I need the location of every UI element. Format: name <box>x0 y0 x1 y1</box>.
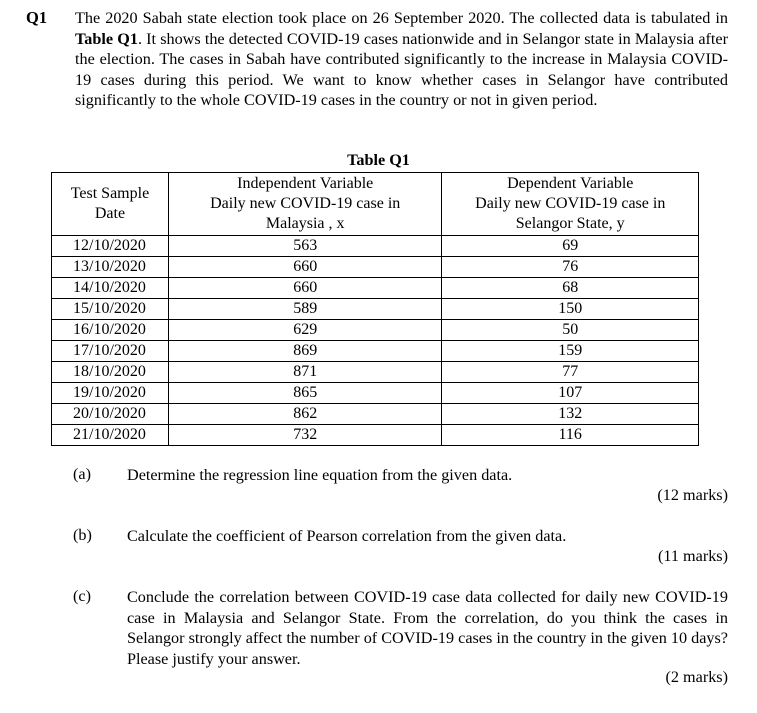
selangor-cases-cell: 68 <box>442 278 699 299</box>
selangor-cases-cell: 132 <box>442 404 699 425</box>
part-text: Calculate the coefficient of Pearson correlation from the given data. <box>127 527 567 545</box>
date-cell: 12/10/2020 <box>52 236 169 257</box>
header-independent-variable <box>168 173 442 236</box>
table-row <box>52 341 699 362</box>
malaysia-cases-cell: 563 <box>168 236 442 257</box>
date-cell: 20/10/2020 <box>52 404 169 425</box>
table-row <box>52 362 699 383</box>
malaysia-cases-cell: 629 <box>168 320 442 341</box>
date-cell: 18/10/2020 <box>52 362 169 383</box>
table-row <box>52 404 699 425</box>
selangor-cases-cell: 150 <box>442 299 699 320</box>
intro-text: The 2020 Sabah state election took place on 26 September 2020. The collected data is tabulated in <box>75 9 728 27</box>
table-row <box>52 425 699 446</box>
table-reference: Table Q1 <box>75 29 138 48</box>
part-text: Conclude the correlation between COVID-19 case data collected for daily new COVID-19 case in Malaysia and Selangor State. From the correlation, do you think the cases in Selangor strongly affect the number of COVID-19 cases in the country in the given 10 days? Please justify your answer. <box>127 588 728 668</box>
malaysia-cases-cell: 865 <box>168 383 442 404</box>
header-test-sample-date <box>52 173 169 236</box>
malaysia-cases-cell: 660 <box>168 278 442 299</box>
date-cell: 17/10/2020 <box>52 341 169 362</box>
header-line: Test Sample <box>70 185 150 202</box>
date-cell: 16/10/2020 <box>52 320 169 341</box>
selangor-cases-cell: 50 <box>442 320 699 341</box>
part-marks: (12 marks) <box>657 486 728 504</box>
data-table <box>51 172 699 446</box>
date-cell: 13/10/2020 <box>52 257 169 278</box>
table-header-row <box>52 173 699 236</box>
date-cell: 14/10/2020 <box>52 278 169 299</box>
part-label: (b) <box>73 526 92 544</box>
part-marks: (11 marks) <box>658 547 728 565</box>
header-line: Malaysia , x <box>265 215 345 232</box>
header-line: Daily new COVID-19 case in <box>210 195 401 212</box>
malaysia-cases-cell: 869 <box>168 341 442 362</box>
malaysia-cases-cell: 862 <box>168 404 442 425</box>
part-label: (a) <box>73 465 91 483</box>
part-marks: (2 marks) <box>665 668 728 686</box>
date-cell: 15/10/2020 <box>52 299 169 320</box>
header-line: Dependent Variable <box>507 175 634 192</box>
question-intro <box>75 8 728 111</box>
intro-text-rest: . It shows the detected COVID-19 cases nationwide and in Selangor state in Malaysia after the election. The cases in Sabah have contributed significantly to the increase in Malaysia COVID-19 cases during this period. We want to know whether cases in Selangor have contributed significantly to the whole COVID-19 cases in the country or not in given period. <box>75 29 728 110</box>
selangor-cases-cell: 116 <box>442 425 699 446</box>
part-label: (c) <box>73 587 91 605</box>
selangor-cases-cell: 69 <box>442 236 699 257</box>
header-line: Daily new COVID-19 case in <box>475 195 666 212</box>
selangor-cases-cell: 107 <box>442 383 699 404</box>
header-line: Selangor State, y <box>515 215 625 232</box>
date-cell: 19/10/2020 <box>52 383 169 404</box>
table-row <box>52 299 699 320</box>
malaysia-cases-cell: 732 <box>168 425 442 446</box>
selangor-cases-cell: 159 <box>442 341 699 362</box>
header-line: Date <box>94 205 126 222</box>
selangor-cases-cell: 77 <box>442 362 699 383</box>
malaysia-cases-cell: 589 <box>168 299 442 320</box>
table-caption: Table Q1 <box>347 151 410 169</box>
table-row <box>52 236 699 257</box>
part-text: Determine the regression line equation from the given data. <box>127 466 513 484</box>
malaysia-cases-cell: 871 <box>168 362 442 383</box>
header-dependent-variable <box>442 173 699 236</box>
table-row <box>52 278 699 299</box>
selangor-cases-cell: 76 <box>442 257 699 278</box>
table-row <box>52 383 699 404</box>
malaysia-cases-cell: 660 <box>168 257 442 278</box>
header-line: Independent Variable <box>237 175 374 192</box>
table-row <box>52 257 699 278</box>
date-cell: 21/10/2020 <box>52 425 169 446</box>
table-row <box>52 320 699 341</box>
question-number: Q1 <box>26 8 48 27</box>
